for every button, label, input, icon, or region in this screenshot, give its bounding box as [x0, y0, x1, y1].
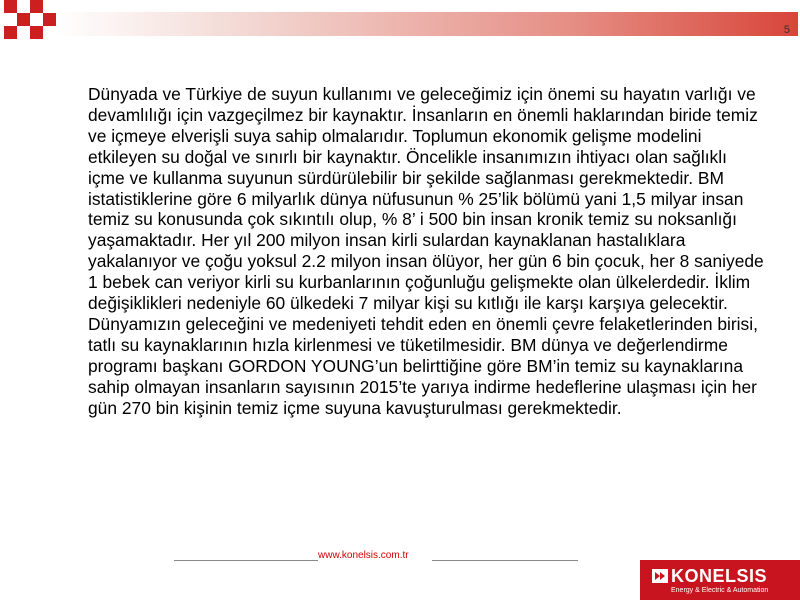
logo-name: KONELSIS	[671, 566, 768, 586]
footer-divider-right	[432, 560, 578, 561]
page-number: 5	[783, 24, 790, 36]
footer-divider-left	[174, 560, 318, 561]
konelsis-logo	[640, 560, 800, 600]
slide-body-text: Dünyada ve Türkiye de suyun kullanımı ve geleceğimiz için önemi su hayatın varlığı ve devamlılığı için vazgeçilmez bir kaynaktır. İnsanların en önemli haklarından biride temiz ve içmeye elverişli suya sahip olmalarıdır. Toplumun ekonomik gelişme modelini etkileyen su doğal ve sınırlı bir kaynaktır. Öncelikle insanımızın ihtiyacı olan sağlıklı içme ve kullanma suyunun sürdürülebilir bir şekilde sağlanması gerekmektedir. BM istatistiklerine göre 6 milyarlık dünya nüfusunun % 25’lik bölümü yani 1,5 milyar insan temiz su konusunda çok sıkıntılı olup, % 8’ i 500 bin insan kronik temiz su noksanlığı yaşamaktadır. Her yıl 200 milyon insan kirli sulardan kaynaklanan hastalıklara yakalanıyor ve çoğu yoksul 2.2 milyon insan ölüyor, her gün 6 bin çocuk, her 8 saniyede 1 bebek can veriyor kirli su kurbanlarının çoğunluğu gelişmekte olan ülkelerdedir. İklim değişiklikleri nedeniyle 60 ülkedeki 7 milyar kişi su kıtlığı ile karşı karşıya gelecektir. Dünyamızın geleceğini ve medeniyeti tehdit eden en önemli çevre felaketlerinden birisi, tatlı su kaynaklarının hızla kirlenmesi ve tüketilmesidir. BM dünya ve değerlendirme programı başkanı GORDON YOUNG’un belirttiğine göre BM’in temiz su kaynaklarına sahip olmayan insanların sayısının 2015’te yarıya indirme hedeflerine ulaşması için her gün 270 bin kişinin temiz içme suyuna kavuşturulması gerekmektedir.	[88, 84, 764, 418]
checkered-pattern-icon	[0, 0, 60, 48]
logo-tagline: Energy & Electric & Automation	[671, 587, 769, 594]
konelsis-logo-mark-icon	[652, 569, 668, 583]
footer-url[interactable]: www.konelsis.com.tr	[318, 550, 409, 561]
header-gradient-bar	[56, 12, 798, 36]
